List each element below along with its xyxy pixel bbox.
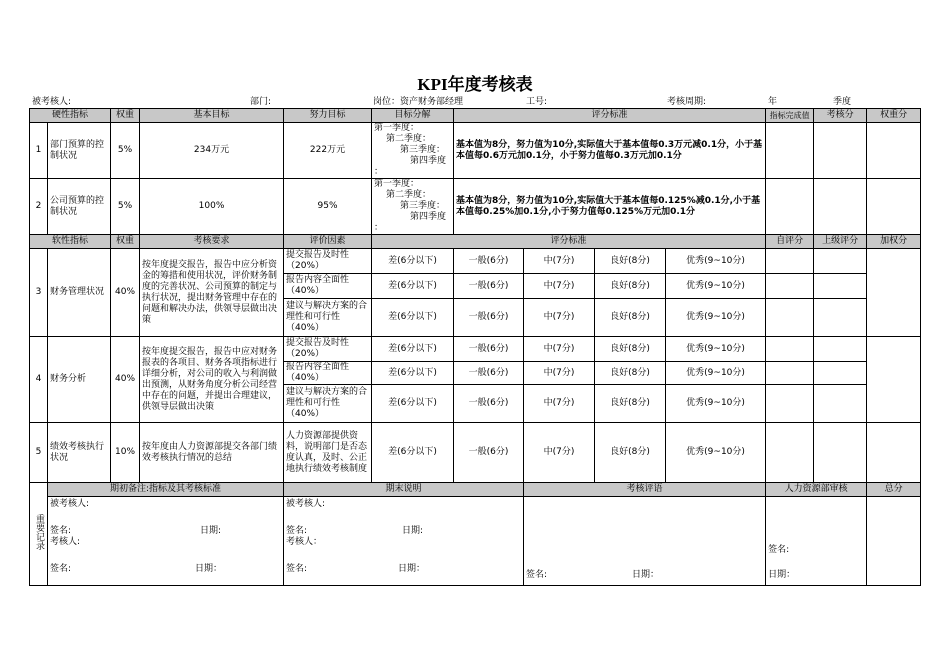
superior-score-value[interactable] xyxy=(814,274,867,299)
appraisee-label: 被考核人: xyxy=(50,499,90,509)
header-weighted-score: 权重分 xyxy=(867,109,921,123)
decomp-q3: 第三季度： xyxy=(400,201,446,211)
header-standard: 评分标准 xyxy=(372,235,766,249)
grade-medium: 中(7分) xyxy=(524,274,595,299)
table-row xyxy=(30,249,921,274)
self-score-value[interactable] xyxy=(766,274,814,299)
factor-text: 建议与解决方案的合理性和可行性（40%） xyxy=(284,299,372,337)
header-comments: 考核评语 xyxy=(524,483,766,497)
weight-value: 10% xyxy=(111,423,140,483)
header-weight: 权重 xyxy=(111,235,140,249)
decomp-q1: 第一季度： xyxy=(374,179,420,189)
appraiser-label: 考核人: xyxy=(50,537,81,547)
grade-excellent: 优秀(9~10分) xyxy=(666,274,766,299)
decomp-q4: 第四季度 xyxy=(410,212,447,222)
self-score-value[interactable] xyxy=(766,337,814,362)
decomp-q1: 第一季度： xyxy=(374,123,420,133)
year-label: 年 xyxy=(768,97,778,107)
grade-good: 良好(8分) xyxy=(595,274,666,299)
factor-text: 提交报告及时性（20%） xyxy=(284,249,372,274)
appraiser-label: 考核人： xyxy=(286,537,323,547)
superior-score-value[interactable] xyxy=(814,249,867,274)
header-self-score: 自评分 xyxy=(766,235,814,249)
sign-date-line xyxy=(286,564,521,575)
decomp-q4: 第四季度 xyxy=(410,156,447,166)
sign-date-line xyxy=(286,526,521,537)
indicator-name: 部门预算的控制状况 xyxy=(48,123,111,179)
header-base-target: 基本目标 xyxy=(140,109,284,123)
grade-good: 良好(8分) xyxy=(595,299,666,337)
requirement-text: 按年度提交报告，报告中应对财务报表的各项目、财务各项指标进行详细分析，对公司的收入与利润做出预测，从财务角度分析公司经营中存在的问题，并提出合理建议，供领导层做出决策 xyxy=(140,337,284,423)
row-number: 2 xyxy=(30,179,48,235)
grade-good: 良好(8分) xyxy=(595,423,666,483)
weighted-score-value[interactable] xyxy=(867,179,921,235)
department-label: 部门: xyxy=(250,97,272,107)
header-superior-score: 上级评分 xyxy=(814,235,867,249)
grade-good: 良好(8分) xyxy=(595,362,666,385)
superior-score-value[interactable] xyxy=(814,362,867,385)
factor-text: 提交报告及时性（20%） xyxy=(284,337,372,362)
header-standard: 评分标准 xyxy=(454,109,766,123)
table-row xyxy=(30,423,921,483)
table-row xyxy=(30,179,921,235)
requirement-text: 按年度提交报告，报告中应分析资金的筹措和使用状况，评价财务制度的完善状况、公司预算的制定与执行状况，提出财务管理中存在的问题和解决办法，供领导层做出决策 xyxy=(140,249,284,337)
header-weighted-score: 加权分 xyxy=(867,235,921,249)
date-label: 日期： xyxy=(768,570,796,580)
kpi-table xyxy=(29,108,921,586)
superior-score-value[interactable] xyxy=(814,423,867,483)
record-vertical-label: 重要记录 xyxy=(34,514,44,550)
date-label: 日期: xyxy=(402,526,424,536)
grade-excellent: 优秀(9~10分) xyxy=(666,423,766,483)
self-score-value[interactable] xyxy=(766,299,814,337)
factor-text: 建议与解决方案的合理性和可行性（40%） xyxy=(284,385,372,423)
decomposition-cell xyxy=(372,179,454,235)
factor-text: 报告内容全面性（40%） xyxy=(284,274,372,299)
header-score: 考核分 xyxy=(814,109,867,123)
sign-date-line xyxy=(50,564,281,575)
base-target-value: 234万元 xyxy=(140,123,284,179)
weight-value: 40% xyxy=(111,249,140,337)
self-score-value[interactable] xyxy=(766,249,814,274)
score-value[interactable] xyxy=(814,179,867,235)
row-number: 1 xyxy=(30,123,48,179)
appraisee-label: 被考核人: xyxy=(286,499,326,509)
period-label: 考核周期: xyxy=(667,97,707,107)
grade-poor: 差(6分以下) xyxy=(372,423,454,483)
base-target-value: 100% xyxy=(140,179,284,235)
weighted-score-value[interactable] xyxy=(867,249,921,337)
decomp-q3: 第三季度： xyxy=(400,145,446,155)
superior-score-value[interactable] xyxy=(814,299,867,337)
date-label: 日期： xyxy=(195,564,223,574)
sign-label: 签名: xyxy=(526,570,548,580)
header-end-notes: 期末说明 xyxy=(284,483,524,497)
grade-excellent: 优秀(9~10分) xyxy=(666,385,766,423)
total-score-cell[interactable] xyxy=(867,497,921,586)
factor-text: 人力资源部提供资料，说明部门是否态度认真，及时、公正地执行绩效考核制度 xyxy=(284,423,372,483)
score-value[interactable] xyxy=(814,123,867,179)
grade-medium: 中(7分) xyxy=(524,337,595,362)
employee-no-label: 工号: xyxy=(526,97,548,107)
header-factor: 评价因素 xyxy=(284,235,372,249)
grade-fair: 一般(6分) xyxy=(454,274,524,299)
sign-date-line xyxy=(50,526,281,537)
date-label: 日期: xyxy=(200,526,222,536)
decomp-colon: ： xyxy=(374,167,384,177)
decomp-q2: 第二季度： xyxy=(386,134,432,144)
indicator-name: 财务分析 xyxy=(48,337,111,423)
completion-value[interactable] xyxy=(766,123,814,179)
grade-medium: 中(7分) xyxy=(524,423,595,483)
weight-value: 5% xyxy=(111,123,140,179)
grade-good: 良好(8分) xyxy=(595,385,666,423)
effort-target-value: 222万元 xyxy=(284,123,372,179)
factor-text: 报告内容全面性（40%） xyxy=(284,362,372,385)
decomposition-cell xyxy=(372,123,454,179)
requirement-text: 按年度由人力资源部提交各部门绩效考核执行情况的总结 xyxy=(140,423,284,483)
date-label: 日期： xyxy=(632,570,660,580)
sign-label: 签名: xyxy=(768,545,790,555)
header-hard-indicator: 硬性指标 xyxy=(30,109,111,123)
grade-fair: 一般(6分) xyxy=(454,423,524,483)
quarter-label: 季度 xyxy=(833,97,852,107)
header-decomposition: 目标分解 xyxy=(372,109,454,123)
self-score-value[interactable] xyxy=(766,423,814,483)
grade-poor: 差(6分以下) xyxy=(372,362,454,385)
grade-medium: 中(7分) xyxy=(524,362,595,385)
header-hr-review: 人力资源部审核 xyxy=(766,483,867,497)
self-score-value[interactable] xyxy=(766,385,814,423)
grade-excellent: 优秀(9~10分) xyxy=(666,362,766,385)
weighted-score-value[interactable] xyxy=(867,423,921,483)
header-requirement: 考核要求 xyxy=(140,235,284,249)
indicator-name: 公司预算的控制状况 xyxy=(48,179,111,235)
soft-header-row xyxy=(30,235,921,249)
row-number: 5 xyxy=(30,423,48,483)
info-row xyxy=(30,94,900,108)
superior-score-value[interactable] xyxy=(814,385,867,423)
grade-medium: 中(7分) xyxy=(524,385,595,423)
grade-poor: 差(6分以下) xyxy=(372,249,454,274)
effort-target-value: 95% xyxy=(284,179,372,235)
grade-poor: 差(6分以下) xyxy=(372,337,454,362)
decomp-q2: 第二季度： xyxy=(386,190,432,200)
decomp-colon: ： xyxy=(374,223,384,233)
header-completion: 指标完成值 xyxy=(766,109,814,123)
grade-poor: 差(6分以下) xyxy=(372,385,454,423)
weighted-score-value[interactable] xyxy=(867,337,921,423)
indicator-name: 绩效考核执行状况 xyxy=(48,423,111,483)
hard-header-row xyxy=(30,109,921,123)
grade-fair: 一般(6分) xyxy=(454,337,524,362)
grade-excellent: 优秀(9~10分) xyxy=(666,337,766,362)
date-label: 日期： xyxy=(398,564,426,574)
indicator-name: 财务管理状况 xyxy=(48,249,111,337)
self-score-value[interactable] xyxy=(766,362,814,385)
grade-poor: 差(6分以下) xyxy=(372,299,454,337)
standard-text: 基本值为8分，努力值为10分,实际值大于基本值每0.3万元减0.1分，小于基本值每0.6万元加0.1分，小于努力值每0.3万元加0.1分 xyxy=(454,123,766,179)
weight-value: 40% xyxy=(111,337,140,423)
header-total-score: 总分 xyxy=(867,483,921,497)
sign-label: 签名: xyxy=(50,564,72,574)
grade-good: 良好(8分) xyxy=(595,249,666,274)
hr-review-cell[interactable] xyxy=(766,497,867,586)
row-number: 4 xyxy=(30,337,48,423)
grade-medium: 中(7分) xyxy=(524,299,595,337)
grade-excellent: 优秀(9~10分) xyxy=(666,249,766,274)
row-number: 3 xyxy=(30,249,48,337)
grade-fair: 一般(6分) xyxy=(454,249,524,274)
end-notes-cell[interactable] xyxy=(284,497,524,586)
record-body-row xyxy=(30,497,921,586)
weighted-score-value[interactable] xyxy=(867,123,921,179)
grade-fair: 一般(6分) xyxy=(454,299,524,337)
table-row xyxy=(30,337,921,362)
superior-score-value[interactable] xyxy=(814,337,867,362)
sign-label: 签名: xyxy=(50,526,72,536)
header-initial-notes: 期初备注:指标及其考核标准 xyxy=(48,483,284,497)
standard-text: 基本值为8分，努力值为10分,实际值大于基本值每0.125%减0.1分,小于基本值每0.25%加0.1分,小于努力值每0.125%万元加0.1分 xyxy=(454,179,766,235)
grade-fair: 一般(6分) xyxy=(454,385,524,423)
header-soft-indicator: 软性指标 xyxy=(30,235,111,249)
weight-value: 5% xyxy=(111,179,140,235)
grade-poor: 差(6分以下) xyxy=(372,274,454,299)
table-row xyxy=(30,123,921,179)
comments-cell[interactable] xyxy=(524,497,766,586)
appraisee-label: 被考核人: xyxy=(32,97,72,107)
sign-label: 签名: xyxy=(286,564,308,574)
header-effort-target: 努力目标 xyxy=(284,109,372,123)
record-vertical-label-cell xyxy=(30,483,48,586)
page-title: KPI年度考核表 xyxy=(417,75,533,94)
initial-notes-cell[interactable] xyxy=(48,497,284,586)
completion-value[interactable] xyxy=(766,179,814,235)
record-header-row xyxy=(30,483,921,497)
grade-excellent: 优秀(9~10分) xyxy=(666,299,766,337)
position-label: 岗位：资产财务部经理 xyxy=(373,97,464,107)
grade-medium: 中(7分) xyxy=(524,249,595,274)
sign-date-line xyxy=(526,570,763,581)
header-weight: 权重 xyxy=(111,109,140,123)
grade-good: 良好(8分) xyxy=(595,337,666,362)
sign-label: 签名: xyxy=(286,526,308,536)
grade-fair: 一般(6分) xyxy=(454,362,524,385)
